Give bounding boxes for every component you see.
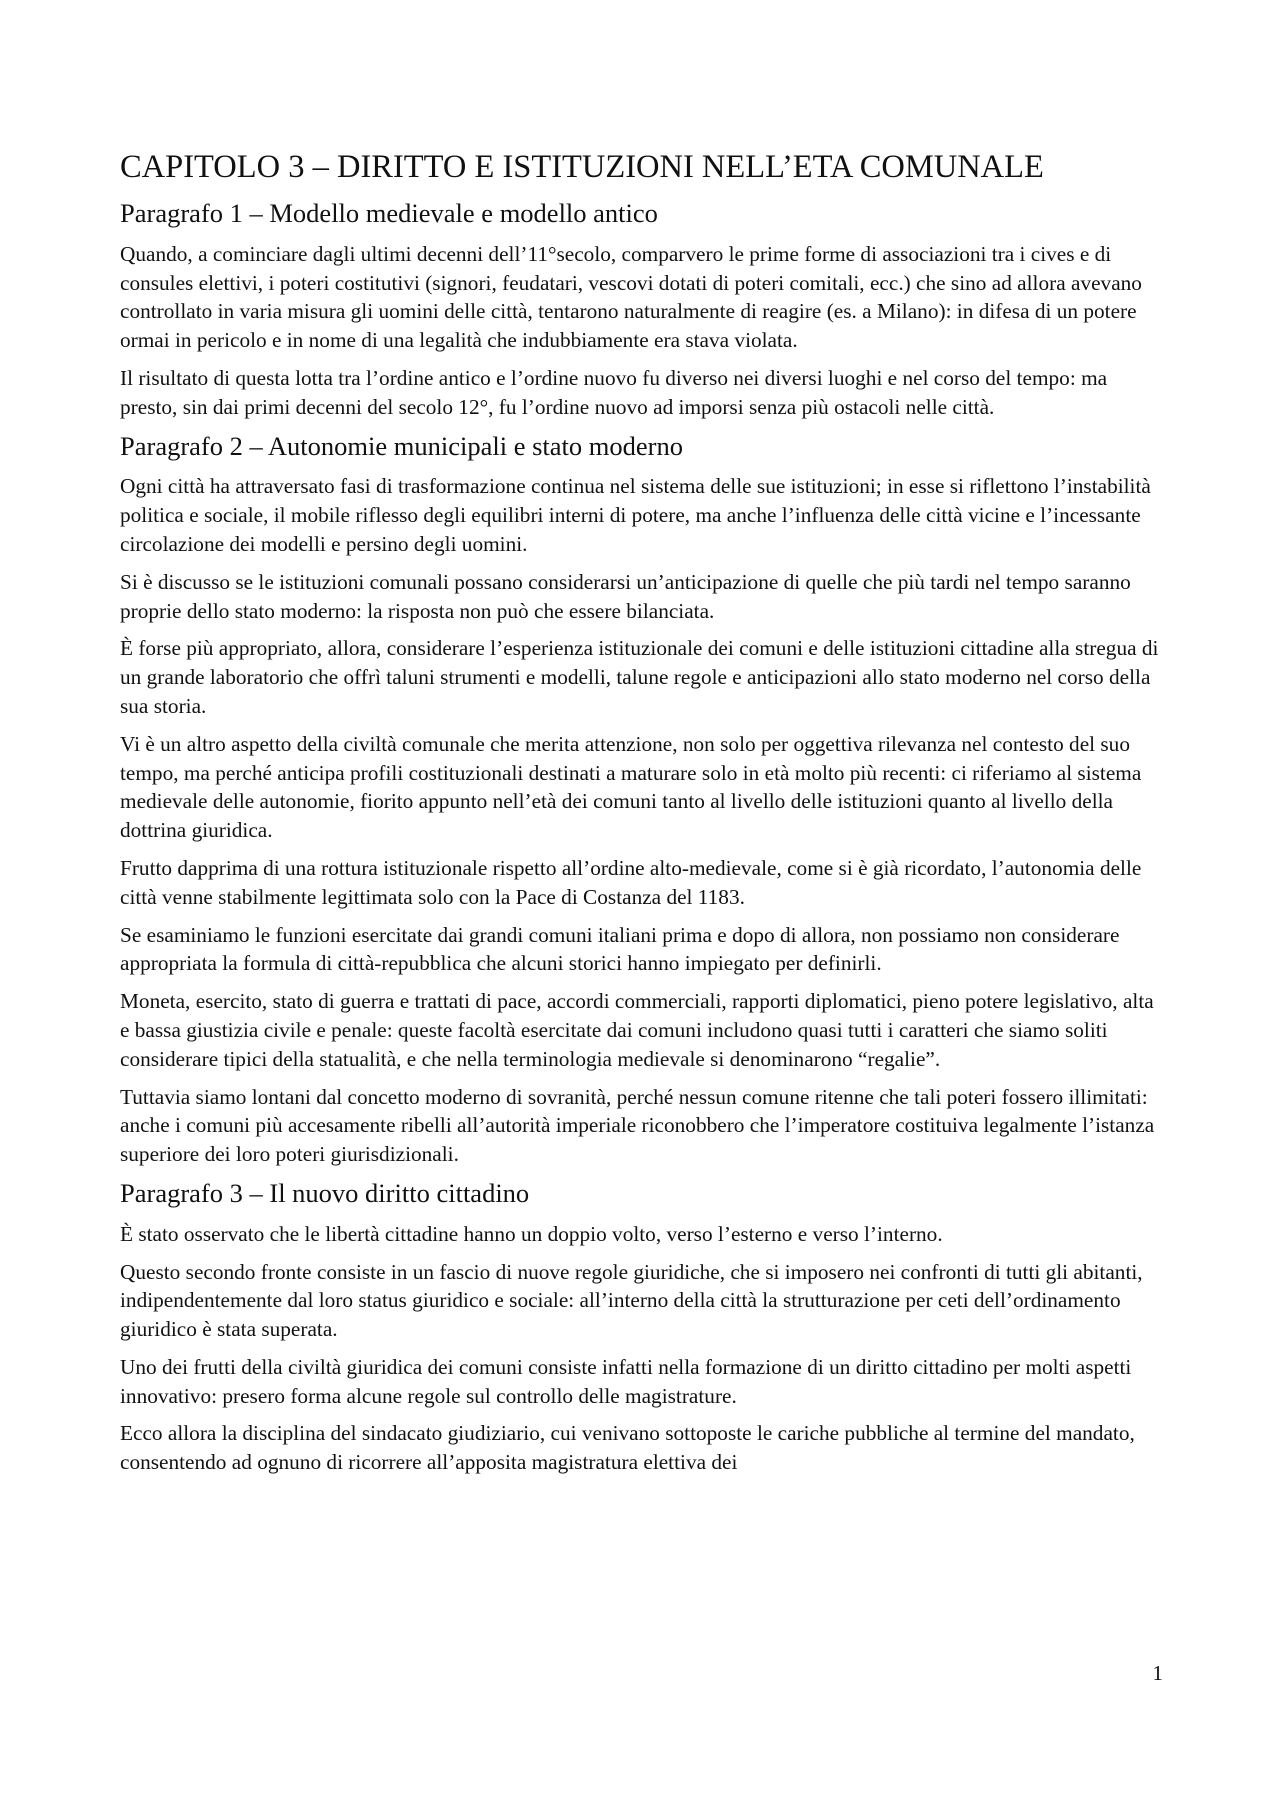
paragraph: Questo secondo fronte consiste in un fascio di nuove regole giuridiche, che si imposero nei confronti di tutti gli abitanti, indipendentemente dal loro status giuridico e sociale: all’interno della città la strutturazione per ceti dell’ordinamento giuridico è stata superata.: [120, 1259, 1143, 1342]
paragraph: Il risultato di questa lotta tra l’ordine antico e l’ordine nuovo fu diverso nei diversi luoghi e nel corso del tempo: ma presto, sin dai primi decenni del secolo 12°, fu l’ordine nuovo ad imporsi senza più ostacoli nelle città.: [120, 365, 1108, 419]
section-heading: Paragrafo 1 – Modello medievale e modello antico: [120, 198, 658, 228]
paragraph: È stato osservato che le libertà cittadine hanno un doppio volto, verso l’esterno e verso l’interno.: [120, 1221, 943, 1246]
paragraph: Si è discusso se le istituzioni comunali possano considerarsi un’anticipazione di quelle che più tardi nel tempo saranno proprie dello stato moderno: la risposta non può che essere bilanciata.: [120, 569, 1131, 623]
section-2: [120, 431, 1165, 1169]
document-page: [120, 148, 1165, 1486]
section-heading: Paragrafo 3 – Il nuovo diritto cittadino: [120, 1177, 530, 1208]
paragraph: Frutto dapprima di una rottura istituzionale rispetto all’ordine alto-medievale, come si è già ricordato, l’autonomia delle città venne stabilmente legittimata solo con la Pace di Costanza del 1183.: [120, 855, 1142, 909]
paragraph: Se esaminiamo le funzioni esercitate dai grandi comuni italiani prima e dopo di allora, non possiamo non considerare appropriata la formula di città-repubblica che alcuni storici hanno impiegato per definirli.: [120, 922, 1120, 976]
paragraph: Tuttavia siamo lontani dal concetto moderno di sovranità, perché nessun comune ritenne che tali poteri fossero illimitati: anche i comuni più accesamente ribelli all’autorità imperiale riconobbero che l’imperatore costituiva legalmente l’istanza superiore dei loro poteri giurisdizionali.: [120, 1084, 1155, 1167]
paragraph: Moneta, esercito, stato di guerra e trattati di pace, accordi commerciali, rapporti diplomatici, pieno potere legislativo, alta e bassa giustizia civile e penale: queste facoltà esercitate dai comuni includono quasi tutti i caratteri che siamo soliti considerare tipici della statualità, e che nella terminologia medievale si denominarono “regalie”.: [120, 989, 1154, 1071]
paragraph: Quando, a cominciare dagli ultimi decenni dell’11°secolo, comparvero le prime forme di associazioni tra i cives e di consules elettivi, i poteri costitutivi (signori, feudatari, vescovi dotati di poteri comitali, ecc.) che sino ad allora avevano controllato in varia misura gli uomini delle città, tentarono naturalmente di reagire (es. a Milano): in difesa di un potere ormai in pericolo e in nome di una legalità che indubbiamente era stava violata.: [120, 241, 1142, 353]
paragraph: Ogni città ha attraversato fasi di trasformazione continua nel sistema delle sue istituzioni; in esse si riflettono l’instabilità politica e sociale, il mobile riflesso degli equilibri interni di potere, ma anche l’influenza delle città vicine e l’incessante circolazione dei modelli e persino degli uomini.: [120, 474, 1151, 556]
paragraph: È forse più appropriato, allora, considerare l’esperienza istituzionale dei comuni e delle istituzioni cittadine alla stregua di un grande laboratorio che offrì taluni strumenti e modelli, talune regole e anticipazioni allo stato moderno nel corso della sua storia.: [120, 636, 1159, 718]
paragraph: Ecco allora la disciplina del sindacato giudiziario, cui venivano sottoposte le cariche pubbliche al termine del mandato, consentendo ad ognuno di ricorrere all’apposita magistratura elettiva dei: [120, 1421, 1135, 1475]
paragraph: Vi è un altro aspetto della civiltà comunale che merita attenzione, non solo per oggettiva rilevanza nel contesto del suo tempo, ma perché anticipa profili costituzionali destinati a maturare solo in età molto più recenti: ci riferiamo al sistema medievale delle autonomie, fiorito appunto nell’età dei comuni tanto al livello delle istituzioni quanto al livello della dottrina giuridica.: [120, 731, 1142, 843]
paragraph: Uno dei frutti della civiltà giuridica dei comuni consiste infatti nella formazione di un diritto cittadino per molti aspetti innovativo: presero forma alcune regole sul controllo delle magistrature.: [120, 1354, 1132, 1408]
section-1: [120, 198, 1165, 422]
chapter-title: CAPITOLO 3 – DIRITTO E ISTITUZIONI NELL’ETA COMUNALE: [120, 149, 1044, 185]
section-heading: Paragrafo 2 – Autonomie municipali e stato moderno: [120, 430, 683, 461]
page-number: 1: [1152, 1661, 1163, 1685]
section-3: [120, 1178, 1165, 1477]
